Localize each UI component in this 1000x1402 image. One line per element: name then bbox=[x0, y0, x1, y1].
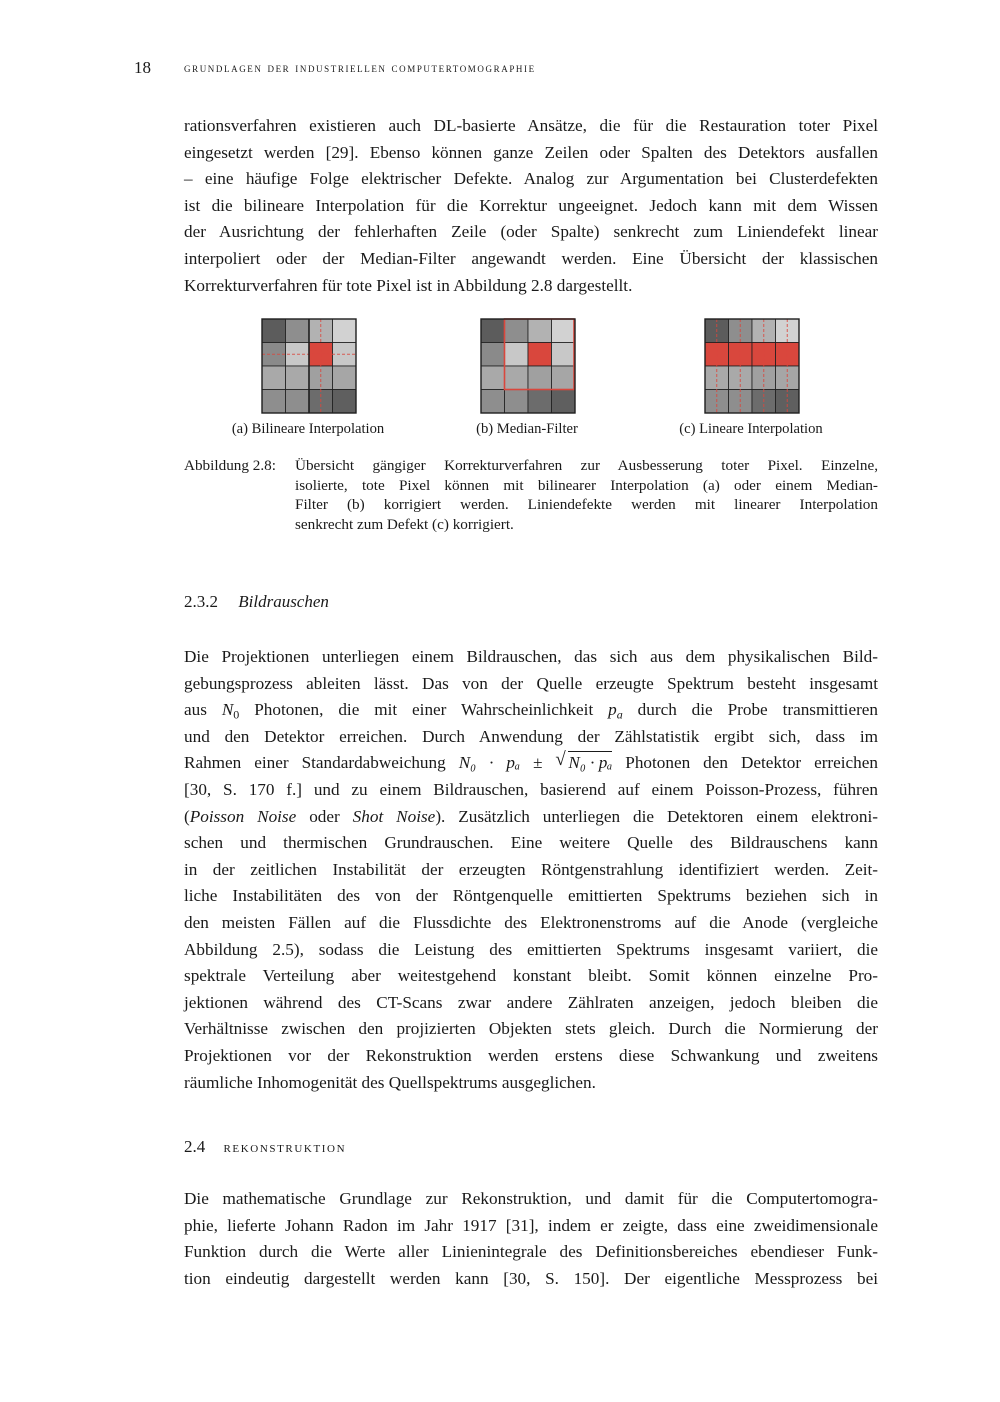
text-line: Funktion durch die Werte aller Linienintegrale des Definitionsbereiches ebendieser Funk- bbox=[184, 1242, 878, 1262]
pixel-cell bbox=[552, 319, 576, 343]
term-poisson-noise: Poisson Noise bbox=[189, 806, 297, 826]
pixel-cell bbox=[505, 343, 529, 367]
math-n bbox=[222, 700, 233, 719]
sqrt-radicand: N₀ · pₐ bbox=[568, 753, 613, 773]
subfigure-a-label: (a) Bilineare Interpolation bbox=[231, 421, 385, 437]
text-fragment: Photonen, die mit einer Wahrscheinlichkeit bbox=[254, 700, 594, 720]
subfigure-a-bilinear-grid bbox=[261, 318, 357, 414]
pixel-cell bbox=[481, 319, 505, 343]
math-symbol: p bbox=[608, 700, 617, 720]
reconstruction-paragraph bbox=[184, 1186, 878, 1292]
noise-paragraph bbox=[184, 644, 878, 1096]
text-line: in der zeitlichen Instabilität der erzeugten Röntgenstrahlung identifiziert werden. Zeit- bbox=[184, 859, 878, 879]
caption-line: Übersicht gängiger Korrekturverfahren zur Ausbesserung toter Pixel. Einzelne, bbox=[295, 457, 878, 474]
text-line: liche Instabilitäten des von der Röntgenquelle emittierten Spektrums beziehen sich in bbox=[184, 886, 878, 906]
text-line: tion eindeutig dargestellt werden kann [30, S. 150]. Der eigentliche Messprozess bei bbox=[184, 1268, 878, 1288]
text-line-with-formula bbox=[184, 750, 878, 777]
text-line: eingesetzt werden [29]. Ebenso können ganze Zeilen oder Spalten des Detektors ausfallen bbox=[184, 142, 878, 162]
text-line: [30, S. 170 f.] und zu einem Bildrauschen, basierend auf einem Poisson-Prozess, führen bbox=[184, 779, 878, 799]
subfigure-b-median-grid bbox=[480, 318, 576, 414]
math-subscript: a bbox=[616, 707, 623, 722]
subfigure-c-label: (c) Lineare Interpolation bbox=[679, 421, 823, 437]
text-line: jektionen während des CT-Scans zwar andere Zählraten anzeigen, jedoch bleiben die bbox=[184, 992, 878, 1012]
pixel-cell bbox=[552, 390, 576, 414]
formula-left: N₀ · pₐ ± bbox=[458, 753, 543, 773]
pixel-cell bbox=[505, 366, 529, 390]
figure-2-8 bbox=[0, 318, 1000, 448]
text-line: – eine häufige Folge elektrischer Defekte. Analog zur Argumentation bei Clusterdefekten bbox=[184, 169, 878, 189]
caption-line: Filter (b) korrigiert werden. Liniendefekte werden mit linearer Interpolation bbox=[295, 496, 878, 514]
pixel-cell bbox=[552, 366, 576, 390]
text-line: Verhältnisse zwischen den projizierten Objekten stets gleich. Durch die Normierung der bbox=[184, 1019, 878, 1039]
subsection-heading bbox=[184, 592, 329, 612]
pixel-cell bbox=[286, 319, 310, 343]
text-line: schen und thermischen Grundrauschen. Eine weitere Quelle des Bildrauschens kann bbox=[184, 833, 878, 853]
running-head: grundlagen der industriellen computertomographie bbox=[184, 60, 536, 75]
page-number: 18 bbox=[134, 58, 151, 77]
pixel-cell bbox=[262, 319, 286, 343]
text-line: Die mathematische Grundlage zur Rekonstruktion, und damit für die Computertomogra- bbox=[184, 1189, 878, 1208]
subsection-number: 2.3.2 bbox=[184, 592, 218, 611]
term-shot-noise: Shot Noise bbox=[352, 806, 436, 826]
text-line: den meisten Fällen auf die Flussdichte des Elektronenstroms auf die Anode (vergleiche bbox=[184, 912, 878, 932]
sqrt-formula bbox=[555, 750, 612, 777]
text-line: rationsverfahren existieren auch DL-basierte Ansätze, die für die Restauration toter Pixel bbox=[184, 116, 878, 135]
text-fragment: Rahmen einer Standardabweichung bbox=[184, 753, 446, 773]
text-line-with-math bbox=[184, 697, 878, 724]
pixel-cell bbox=[333, 366, 357, 390]
text-line: ist die bilineare Interpolation für die Korrektur ungeeignet. Jedoch kann mit dem Wissen bbox=[184, 195, 878, 215]
pixel-cell bbox=[528, 366, 552, 390]
pixel-cell bbox=[333, 390, 357, 414]
math-p bbox=[608, 700, 623, 722]
pixel-cell bbox=[481, 390, 505, 414]
pixel-cell bbox=[528, 390, 552, 414]
pixel-cell bbox=[481, 366, 505, 390]
text-fragment: ). Zusätzlich unterliegen die Detektoren einem elektroni- bbox=[435, 806, 878, 826]
pixel-cell bbox=[528, 319, 552, 343]
pixel-cell bbox=[262, 390, 286, 414]
pixel-cell bbox=[505, 319, 529, 343]
pixel-cell bbox=[552, 343, 576, 367]
text-line: räumliche Inhomogenität des Quellspektrums ausgeglichen. bbox=[184, 1072, 596, 1092]
text-line: Die Projektionen unterliegen einem Bildrauschen, das sich aus dem physikalischen Bild- bbox=[184, 647, 878, 666]
text-fragment: Photonen den Detektor erreichen bbox=[625, 753, 878, 773]
subfigure-b-label: (b) Median-Filter bbox=[476, 421, 578, 437]
text-line-with-terms bbox=[184, 804, 878, 831]
text-line: Projektionen vor der Rekonstruktion werden erstens diese Schwankung und zweitens bbox=[184, 1045, 878, 1065]
pixel-cell bbox=[286, 366, 310, 390]
text-line: phie, lieferte Johann Radon im Jahr 1917 [31], indem er zeigte, dass eine zweidimensionale bbox=[184, 1215, 878, 1235]
caption-label: Abbildung 2.8: bbox=[184, 457, 276, 474]
subsection-title: Bildrauschen bbox=[238, 592, 329, 611]
math-subscript: 0 bbox=[233, 707, 240, 722]
text-fragment: durch die Probe transmittieren bbox=[637, 700, 879, 720]
text-line: Korrekturverfahren für tote Pixel ist in Abbildung 2.8 dargestellt. bbox=[184, 275, 633, 295]
defect-pixel bbox=[528, 343, 552, 367]
section-heading bbox=[184, 1137, 346, 1157]
pixel-cell bbox=[262, 366, 286, 390]
section-title: rekonstruktion bbox=[223, 1140, 347, 1156]
text-fragment: ( bbox=[184, 806, 190, 826]
text-line: spektrale Verteilung aber weitestgehend konstant bleibt. Somit können einzelne Pro- bbox=[184, 966, 878, 986]
math-symbol: N bbox=[221, 700, 234, 720]
text-fragment: oder bbox=[296, 806, 353, 826]
subfigure-c-linear-grid bbox=[704, 318, 800, 414]
page-header bbox=[0, 58, 1000, 82]
text-fragment: aus bbox=[184, 700, 207, 720]
caption-line: senkrecht zum Defekt (c) korrigiert. bbox=[295, 515, 514, 533]
pixel-cell bbox=[286, 390, 310, 414]
text-line: Abbildung 2.5), sodass die Leistung des emittierten Spektrums insgesamt variiert, die bbox=[184, 939, 878, 959]
intro-paragraph bbox=[184, 113, 878, 299]
caption-line: isolierte, tote Pixel können mit bilinearer Interpolation (a) oder einem Median- bbox=[295, 476, 878, 494]
text-line: gebungsprozess ableiten lässt. Das von der Quelle erzeugte Spektrum besteht insgesamt bbox=[184, 673, 878, 693]
pixel-cell bbox=[505, 390, 529, 414]
pixel-cell bbox=[481, 343, 505, 367]
text-line: der Ausrichtung der fehlerhaften Zeile (oder Spalte) senkrecht zum Liniendefekt linear bbox=[184, 222, 878, 242]
pixel-cell bbox=[333, 319, 357, 343]
section-number: 2.4 bbox=[184, 1137, 206, 1156]
text-line: und den Detektor erreichen. Durch Anwendung der Zählstatistik ergibt sich, dass im bbox=[184, 726, 878, 746]
text-line: interpoliert oder der Median-Filter angewandt werden. Eine Übersicht der klassischen bbox=[184, 248, 878, 268]
figure-caption bbox=[184, 456, 878, 534]
